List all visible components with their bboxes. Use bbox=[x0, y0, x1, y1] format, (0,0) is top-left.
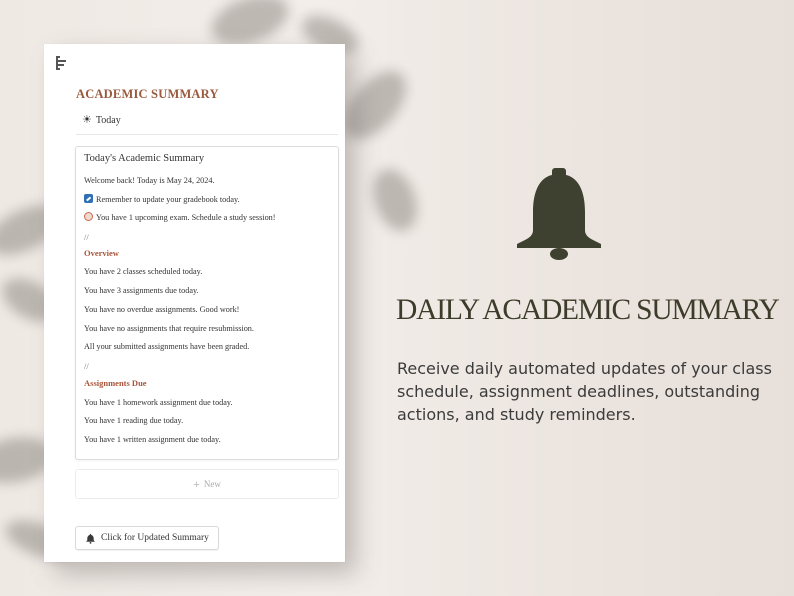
plus-icon: + bbox=[193, 477, 200, 491]
tab-today-label: Today bbox=[95, 115, 121, 126]
updated-summary-button[interactable] bbox=[75, 526, 219, 550]
list-item: You have no overdue assignments. Good work! bbox=[84, 305, 240, 314]
divider bbox=[76, 134, 338, 135]
alarm-clock-icon bbox=[84, 212, 93, 221]
menu-icon[interactable] bbox=[56, 56, 68, 70]
list-item: You have 3 assignments due today. bbox=[84, 286, 199, 295]
list-item: You have 2 classes scheduled today. bbox=[84, 267, 203, 276]
pencil-icon bbox=[84, 194, 93, 203]
overview-heading: Overview bbox=[84, 248, 119, 258]
list-item: You have 1 homework assignment due today. bbox=[84, 398, 233, 407]
notion-panel bbox=[44, 44, 345, 562]
promo-description: Receive daily automated updates of your class schedule, assignment deadlines, outstanding actions, and study reminders. bbox=[397, 359, 772, 424]
exam-reminder-text: You have 1 upcoming exam. Schedule a study session! bbox=[96, 213, 276, 222]
exam-reminder bbox=[84, 212, 276, 222]
tab-today[interactable] bbox=[82, 115, 121, 126]
bell-icon bbox=[517, 168, 601, 260]
gradebook-reminder bbox=[84, 194, 240, 204]
separator: // bbox=[84, 232, 89, 242]
assignments-heading: Assignments Due bbox=[84, 378, 147, 388]
list-item: You have no assignments that require resubmission. bbox=[84, 324, 254, 333]
new-button-label: New bbox=[203, 479, 221, 489]
separator: // bbox=[84, 361, 89, 371]
summary-card[interactable] bbox=[75, 146, 339, 460]
bell-icon bbox=[85, 533, 96, 544]
gradebook-reminder-text: Remember to update your gradebook today. bbox=[96, 195, 240, 204]
list-item: You have 1 written assignment due today. bbox=[84, 435, 221, 444]
list-item: You have 1 reading due today. bbox=[84, 416, 184, 425]
new-button[interactable] bbox=[75, 469, 339, 499]
welcome-line: Welcome back! Today is May 24, 2024. bbox=[84, 176, 215, 185]
sun-icon: ☀ bbox=[82, 114, 92, 126]
card-title: Today's Academic Summary bbox=[84, 153, 205, 164]
list-item: All your submitted assignments have been graded. bbox=[84, 342, 250, 351]
promo-headline: DAILY ACADEMIC SUMMARY bbox=[396, 294, 779, 326]
page-title: ACADEMIC SUMMARY bbox=[76, 87, 219, 101]
updated-summary-button-label: Click for Updated Summary bbox=[101, 533, 209, 543]
